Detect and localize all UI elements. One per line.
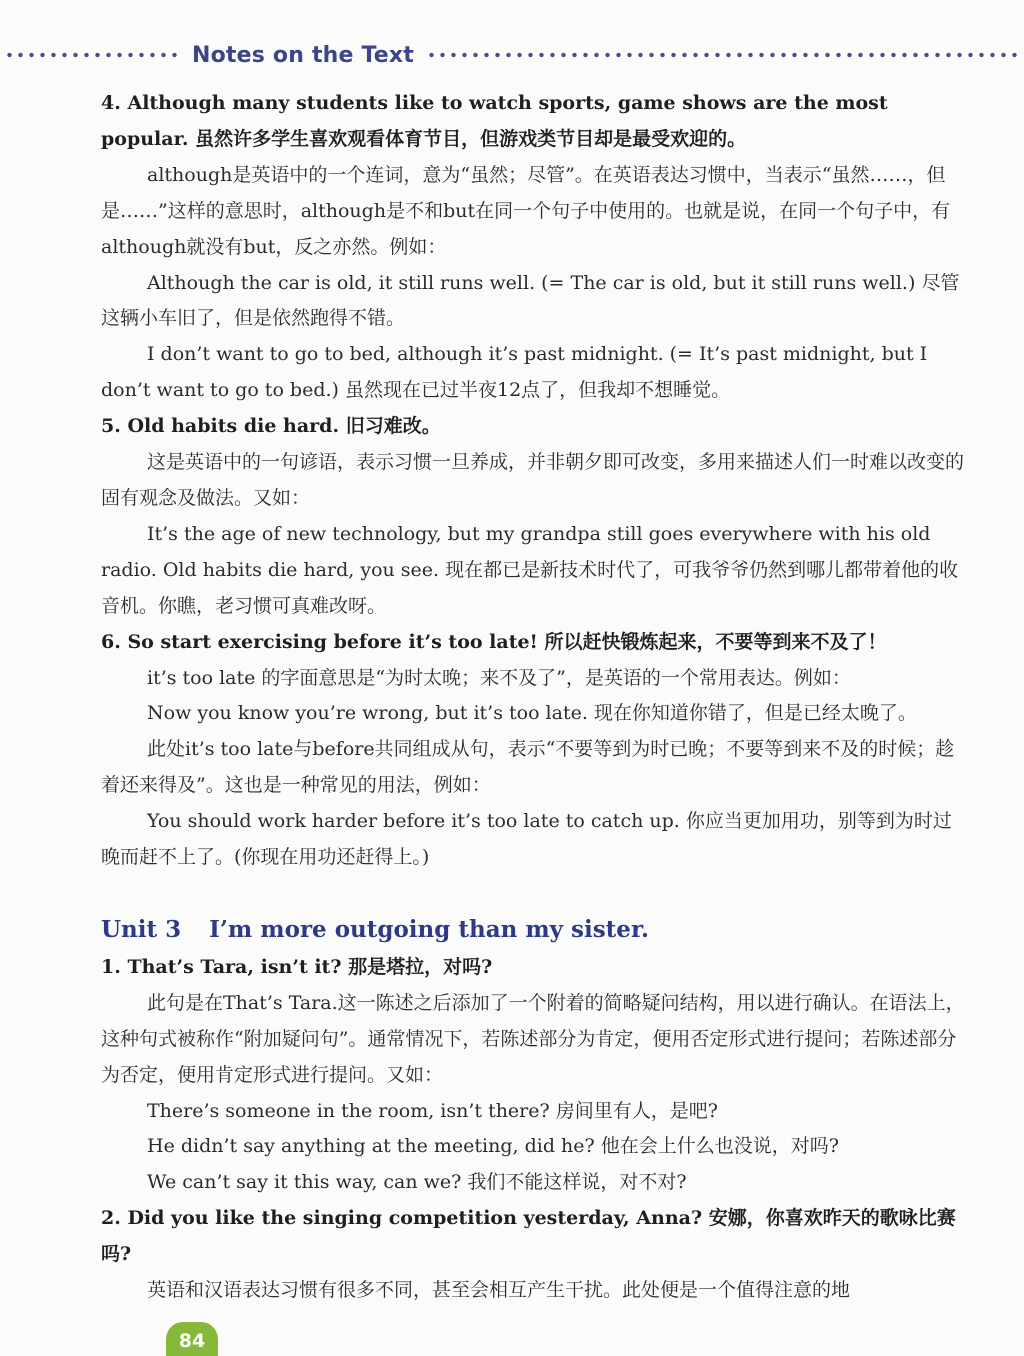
section-header [0, 38, 1024, 72]
section-title: Notes on the Text [192, 42, 415, 68]
note-example: It’s the age of new technology, but my grandpa still goes everywhere with his old radio. Old habits die hard, you see. 现在都已是新技术时代了，可我爷爷仍然到哪儿都带着他的收音机。你瞧，老习惯可真难改呀。 [101, 522, 959, 617]
unit-note-heading-2: 2. Did you like the singing competition yesterday, Anna? 安娜，你喜欢昨天的歌咏比赛吗? [101, 1207, 956, 1266]
note-example: Now you know you’re wrong, but it’s too late. 现在你知道你错了，但是已经太晚了。 [147, 702, 917, 725]
note-example: You should work harder before it’s too late to catch up. 你应当更加用功，别等到为时过晚而赶不上了。(你现在用功还赶得上。) [101, 810, 952, 869]
note-paragraph: 英语和汉语表达习惯有很多不同，甚至会相互产生干扰。此处便是一个值得注意的地 [147, 1279, 851, 1302]
notes-content [101, 86, 967, 1309]
note-example: Although the car is old, it still runs well. (= The car is old, but it still runs well.) 尽管这辆小车旧了，但是依然跑得不错。 [101, 271, 960, 330]
note-paragraph: 此句是在That’s Tara.这一陈述之后添加了一个附着的简略疑问结构，用以进行确认。在语法上，这种句式被称作“附加疑问句”。通常情况下，若陈述部分为肯定，便用否定形式进行提问；若陈述部分为否定，便用肯定形式进行提问。又如： [101, 991, 965, 1086]
note-example: He didn’t say anything at the meeting, did he? 他在会上什么也没说，对吗? [147, 1135, 839, 1158]
note-example: We can’t say it this way, can we? 我们不能这样说，对不对? [147, 1171, 687, 1194]
note-paragraph: 此处it’s too late与before共同组成从句，表示“不要等到为时已晚；不要等到来不及的时候；趁着还来得及”。这也是一种常见的用法，例如： [101, 738, 955, 797]
unit-title: I’m more outgoing than my sister. [209, 915, 649, 943]
note-paragraph: 这是英语中的一句谚语，表示习惯一旦养成，并非朝夕即可改变，多用来描述人们一时难以改变的固有观念及做法。又如： [101, 451, 965, 509]
dotted-rule-left [4, 52, 180, 58]
note-example: There’s someone in the room, isn’t there? 房间里有人，是吧? [147, 1099, 718, 1122]
note-heading-6: 6. So start exercising before it’s too late! 所以赶快锻炼起来，不要等到来不及了！ [101, 630, 887, 653]
note-example: I don’t want to go to bed, although it’s past midnight. (= It’s past midnight, but I don’t want to go to bed.) 虽然现在已过半夜12点了，但我却不想睡觉。 [101, 343, 928, 402]
page-number-badge [166, 1322, 218, 1356]
dotted-rule-right [426, 52, 1020, 58]
note-paragraph: although是英语中的一个连词，意为“虽然；尽管”。在英语表达习惯中，当表示“虽然……，但是……”这样的意思时，although是不和but在同一个句子中使用的。也就是说，在同一个句子中，有although就没有but，反之亦然。例如： [101, 163, 951, 258]
note-heading-5: 5. Old habits die hard. 旧习难改。 [101, 415, 441, 438]
note-paragraph: it’s too late 的字面意思是“为时太晚；来不及了”，是英语的一个常用表达。例如： [147, 666, 851, 689]
unit-heading [101, 910, 967, 950]
page-number: 84 [178, 1330, 206, 1352]
note-heading-4: 4. Although many students like to watch sports, game shows are the most popular. 虽然许多学生喜欢观看体育节目，但游戏类节目却是最受欢迎的。 [101, 92, 888, 150]
unit-note-heading-1: 1. That’s Tara, isn’t it? 那是塔拉，对吗? [101, 955, 493, 978]
unit-number: Unit 3 [101, 915, 182, 943]
